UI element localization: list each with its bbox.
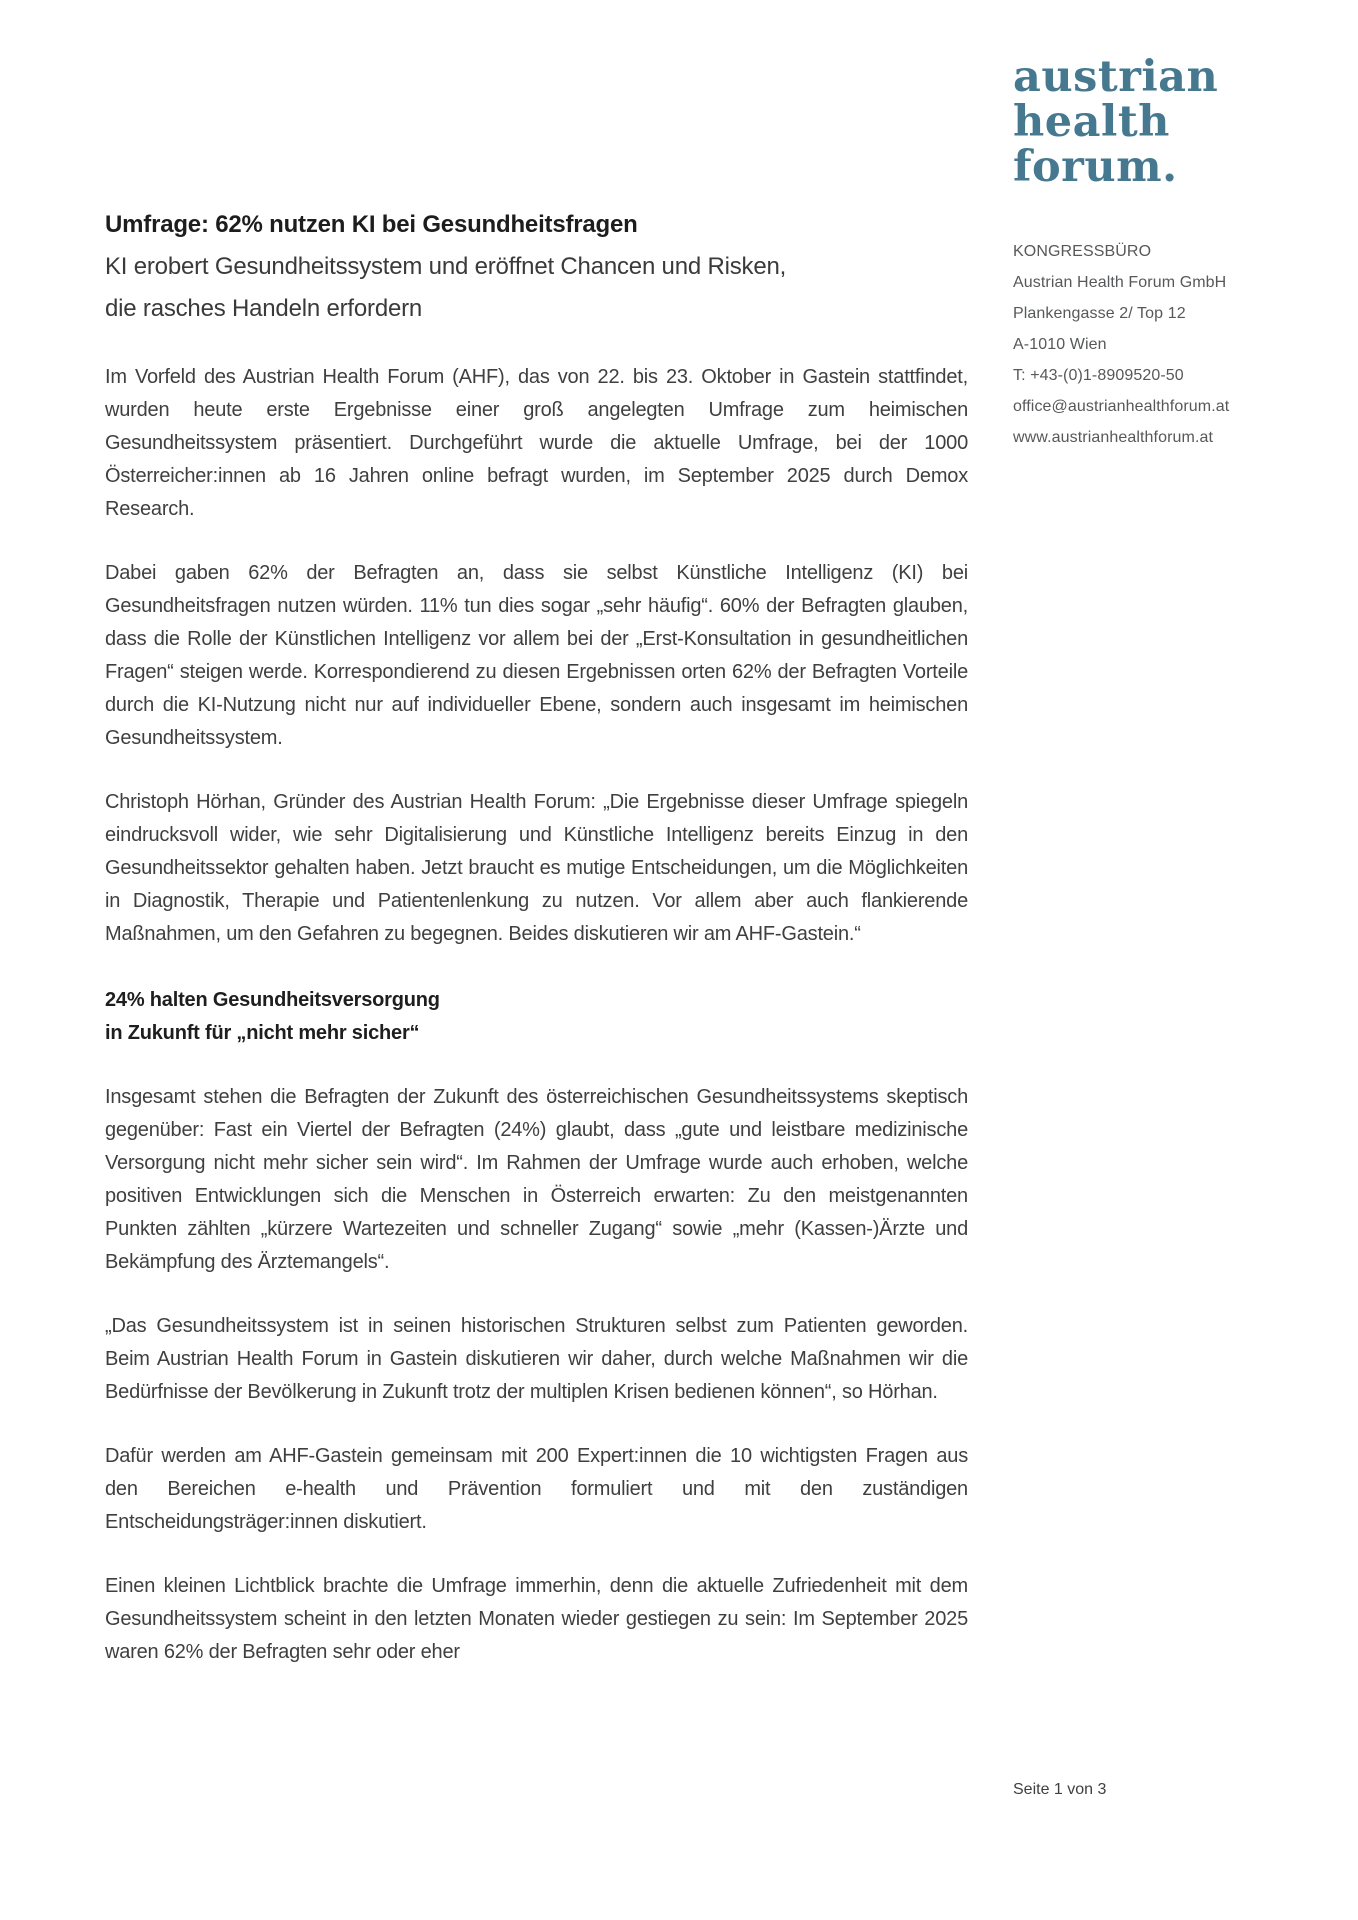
logo-line-austrian: austrian: [1013, 52, 1219, 102]
article-subtitle-line-1: KI erobert Gesundheitssystem und eröffnet Chancen und Risken,: [105, 253, 787, 280]
logo-line-health: health: [1013, 97, 1170, 147]
paragraph-skepticism: Insgesamt stehen die Befragten der Zukunft des österreichischen Gesundheitssystems skeptisch gegenüber: Fast ein Viertel der Befragten (24%) glaubt, dass „gute und leistbare medizinische Versorgung nicht mehr sicher sein wird“. Im Rahmen der Umfrage wurde auch erhoben, welche positiven Entwicklungen sich die Menschen in Österreich erwarten: Zu den meistgenannten Punkten zählten „kürzere Wartezeiten und schneller Zugang“ sowie „mehr (Kassen-)Ärzte und Bekämpfung des Ärztemangels“.: [105, 1086, 968, 1273]
contact-street: Plankengasse 2/ Top 12: [1013, 305, 1186, 322]
paragraph-system-patient-quote: „Das Gesundheitssystem ist in seinen historischen Strukturen selbst zum Patienten geworden. Beim Austrian Health Forum in Gastein diskutieren wir daher, durch welche Maßnahmen wir die Bedürfnisse der Bevölkerung in Zukunft trotz der multiplen Krisen bedienen können“, so Hörhan.: [105, 1315, 968, 1403]
contact-company: Austrian Health Forum GmbH: [1013, 274, 1227, 291]
paragraph-lichtblick: Einen kleinen Lichtblick brachte die Umfrage immerhin, denn die aktuelle Zufriedenheit mit dem Gesundheitssystem scheint in den letzten Monaten wieder gestiegen zu sein: Im September 2025 waren 62% der Befragten sehr oder eher: [105, 1575, 968, 1663]
section-heading-line-2: in Zukunft für „nicht mehr sicher“: [105, 1022, 420, 1044]
contact-website[interactable]: www.austrianhealthforum.at: [1013, 429, 1214, 446]
contact-phone: T: +43-(0)1-8909520-50: [1013, 367, 1184, 384]
logo-line-forum: forum.: [1013, 142, 1178, 192]
article-title: Umfrage: 62% nutzen KI bei Gesundheitsfragen: [105, 211, 638, 238]
article-subtitle-line-2: die rasches Handeln erfordern: [105, 295, 423, 322]
article-column: [105, 204, 968, 1669]
paragraph-intro-survey: Im Vorfeld des Austrian Health Forum (AHF), das von 22. bis 23. Oktober in Gastein stattfindet, wurden heute erste Ergebnisse einer groß angelegten Umfrage zum heimischen Gesundheitssystem präsentiert. Durchgeführt wurde die aktuelle Umfrage, bei der 1000 Österreicher:innen ab 16 Jahren online befragt wurden, im September 2025 durch Demox Research.: [105, 366, 968, 520]
sidebar: [1013, 52, 1313, 453]
contact-email[interactable]: office@austrianhealthforum.at: [1013, 398, 1230, 415]
article-subtitle: [105, 246, 968, 330]
paragraph-experts: Dafür werden am AHF-Gastein gemeinsam mit 200 Expert:innen die 10 wichtigsten Fragen aus den Bereichen e-health und Prävention formuliert und mit den zuständigen Entscheidungsträger:innen diskutiert.: [105, 1445, 968, 1533]
paragraph-hoerhan-quote: Christoph Hörhan, Gründer des Austrian Health Forum: „Die Ergebnisse dieser Umfrage spiegeln eindrucksvoll wider, wie sehr Digitalisierung und Künstliche Intelligenz bereits Einzug in den Gesundheitssektor gehalten haben. Jetzt braucht es mutige Entscheidungen, um die Möglichkeiten in Diagnostik, Therapie und Patientenlenkung zu nutzen. Vor allem aber auch flankierende Maßnahmen, um den Gefahren zu begegnen. Beides diskutieren wir am AHF-Gastein.“: [105, 791, 968, 945]
ahf-logo: [1013, 52, 1313, 192]
contact-block: [1013, 236, 1313, 453]
contact-heading: KONGRESSBÜRO: [1013, 243, 1152, 260]
contact-city: A-1010 Wien: [1013, 336, 1107, 353]
page-number: Seite 1 von 3: [1013, 1781, 1107, 1798]
paragraph-ki-results: Dabei gaben 62% der Befragten an, dass sie selbst Künstliche Intelligenz (KI) bei Gesundheitsfragen nutzen würden. 11% tun dies sogar „sehr häufig“. 60% der Befragten glauben, dass die Rolle der Künstlichen Intelligenz vor allem bei der „Erst-Konsultation in gesundheitlichen Fragen“ steigen werde. Korrespondierend zu diesen Ergebnissen orten 62% der Befragten Vorteile durch die KI-Nutzung nicht nur auf individueller Ebene, sondern auch insgesamt im heimischen Gesundheitssystem.: [105, 562, 968, 749]
section-heading: [105, 984, 968, 1050]
section-heading-line-1: 24% halten Gesundheitsversorgung: [105, 989, 440, 1011]
